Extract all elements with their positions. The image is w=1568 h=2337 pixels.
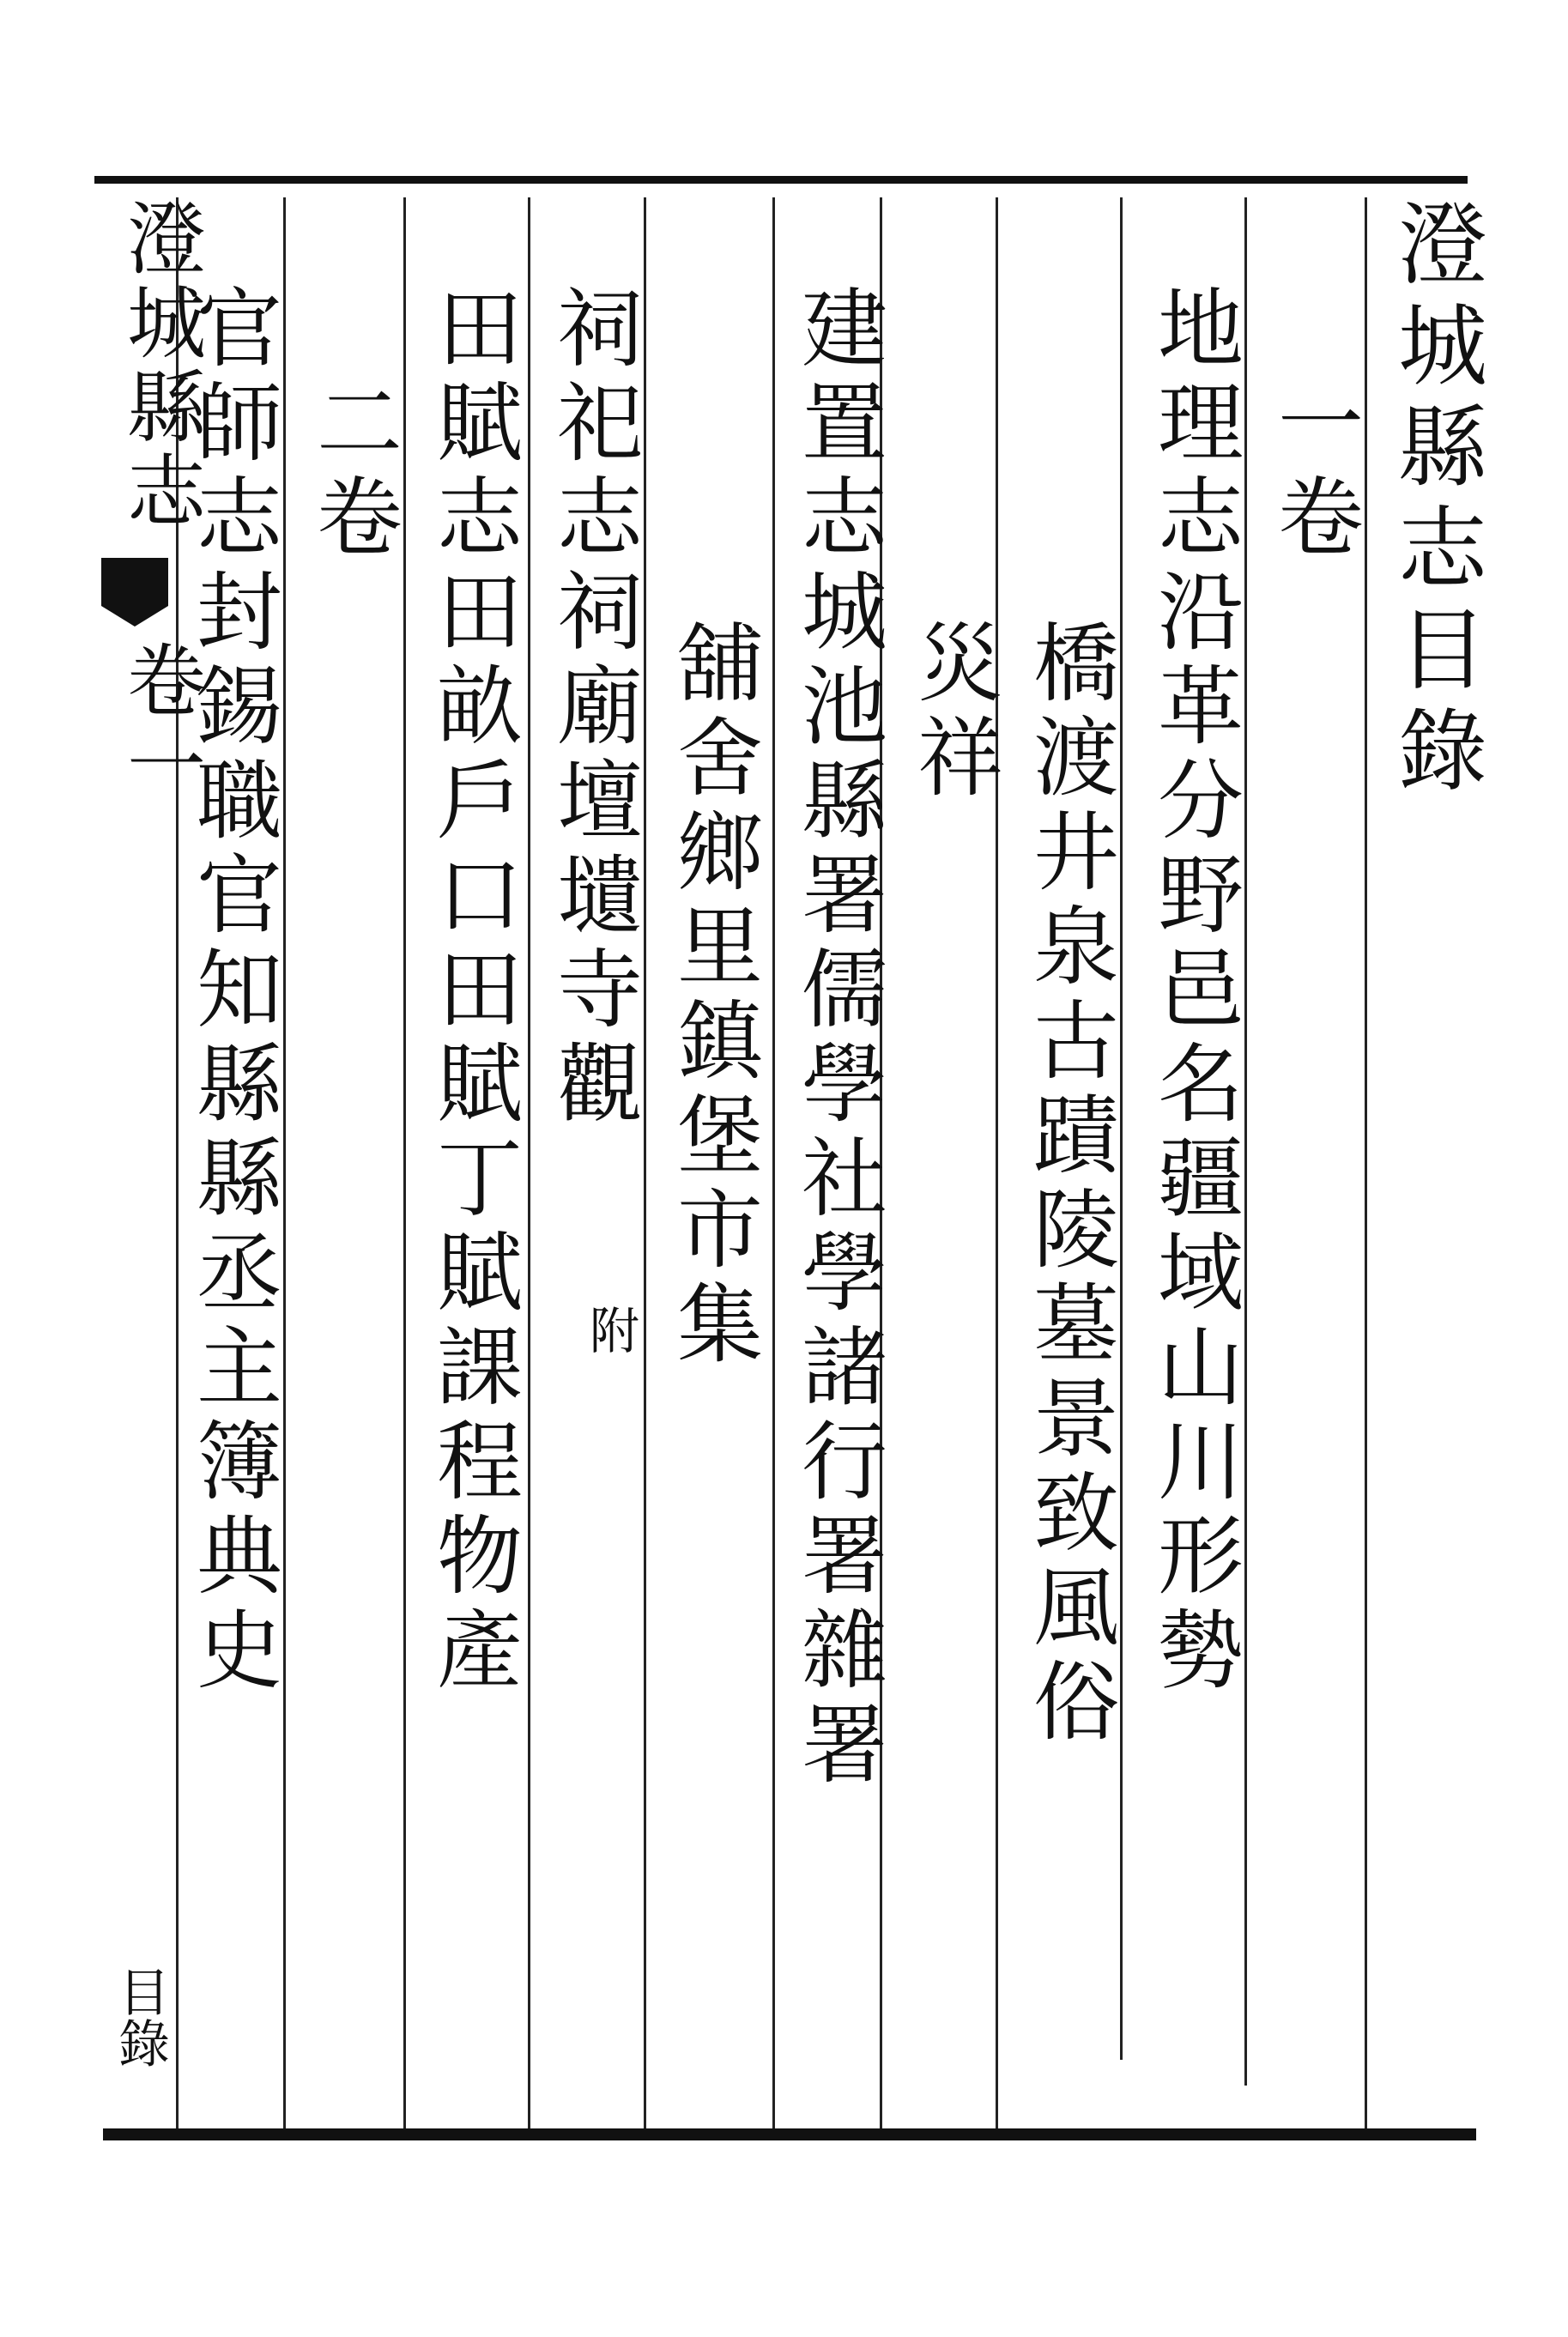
subsection: 沿革 <box>1143 566 1244 755</box>
subsection: 舖舍 <box>663 618 763 807</box>
fish-tail-mark <box>101 558 168 627</box>
subsection: 邑名 <box>1143 944 1244 1133</box>
subsection: 風俗 <box>1019 1562 1119 1751</box>
section-name: 祠祀志 <box>542 283 643 566</box>
subsection: 戶口 <box>422 755 523 944</box>
column-divider <box>403 197 406 2128</box>
juan-heading-1: 一卷 <box>1263 378 1364 566</box>
frame-bottom-rule <box>103 2128 1476 2140</box>
subsection: 縣署 <box>787 755 887 944</box>
subsection: 祠廟 <box>542 566 643 755</box>
column-divider <box>1120 197 1123 2060</box>
column-divider <box>772 197 775 2128</box>
section-name: 建置志 <box>787 283 887 566</box>
column-divider <box>996 197 998 2128</box>
subsection: 雜署 <box>787 1605 887 1794</box>
column-divider <box>283 197 286 2128</box>
subsection: 封錫 <box>182 566 282 755</box>
subsection: 城池 <box>787 566 887 755</box>
subsection: 諸行署 <box>787 1322 887 1605</box>
margin-book-title: 澄城縣志 <box>114 197 206 534</box>
subsection: 橋渡 <box>1019 618 1119 807</box>
toc-row-jianzhi <box>787 283 887 1794</box>
juan-heading-2: 二卷 <box>302 378 403 566</box>
page-title: 澄城縣志目錄 <box>1383 197 1487 805</box>
subsection: 陵墓 <box>1019 1184 1119 1373</box>
subsection: 職官 <box>182 755 282 944</box>
subsection: 主簿 <box>182 1322 282 1511</box>
subsection: 寺觀 <box>542 944 643 1133</box>
frame-top-rule <box>94 176 1468 184</box>
subsection: 田賦 <box>422 944 523 1133</box>
subsection: 分野 <box>1143 755 1244 944</box>
toc-row-dili-cont <box>1019 618 1119 1751</box>
subsection: 景致 <box>1019 1373 1119 1562</box>
annotation-fu: 附 <box>581 1305 639 1354</box>
subsection: 市集 <box>663 1184 763 1373</box>
column-divider <box>644 197 646 2128</box>
column-divider <box>1244 197 1247 2086</box>
toc-row-tianfu <box>422 283 523 1699</box>
subsection: 山川 <box>1143 1322 1244 1511</box>
section-name: 地理志 <box>1143 283 1244 566</box>
subsection: 丁賦 <box>422 1133 523 1322</box>
subsection: 社學 <box>787 1133 887 1322</box>
subsection: 鄉里 <box>663 807 763 996</box>
subsection: 壇壝 <box>542 755 643 944</box>
column-divider <box>528 197 530 2128</box>
subsection: 物產 <box>422 1511 523 1699</box>
subsection: 形勢 <box>1143 1511 1244 1699</box>
subsection: 田畝 <box>422 566 523 755</box>
subsection: 古蹟 <box>1019 996 1119 1184</box>
subsection: 疆域 <box>1143 1133 1244 1322</box>
subsection: 鎮堡 <box>663 996 763 1184</box>
column-divider <box>1365 197 1367 2128</box>
toc-row-zaixiang <box>903 618 1003 807</box>
margin-juan-label: 卷一 <box>114 639 206 808</box>
margin-page-label: 目錄 <box>110 1965 170 2068</box>
subsection: 典史 <box>182 1511 282 1699</box>
toc-row-cisi <box>542 283 643 1133</box>
subsection: 縣丞 <box>182 1133 282 1322</box>
subsection: 知縣 <box>182 944 282 1133</box>
section-name: 官師志 <box>182 283 282 566</box>
subsection: 井泉 <box>1019 807 1119 996</box>
subsection: 課程 <box>422 1322 523 1511</box>
subsection: 儒學 <box>787 944 887 1133</box>
subsection: 災祥 <box>903 618 1003 807</box>
toc-row-jianzhi-cont <box>663 618 763 1373</box>
toc-row-dili <box>1143 283 1244 1699</box>
section-name: 田賦志 <box>422 283 523 566</box>
